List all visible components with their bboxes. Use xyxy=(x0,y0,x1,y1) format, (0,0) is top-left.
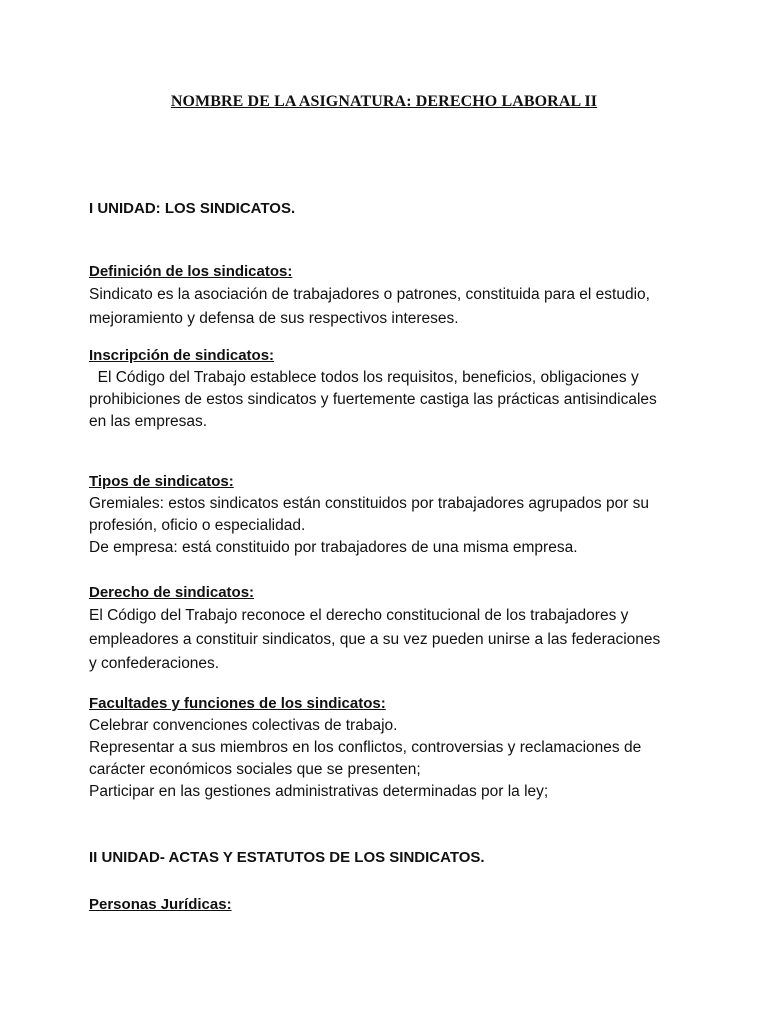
section-facultades xyxy=(89,693,689,803)
paragraph-line: mejoramiento y defensa de sus respectivos intereses. xyxy=(89,310,459,327)
section-heading: Tipos de sindicatos: xyxy=(89,473,234,490)
section-personas-juridicas xyxy=(89,894,689,916)
section-heading: Derecho de sindicatos: xyxy=(89,584,255,601)
paragraph-line: en las empresas. xyxy=(89,413,208,430)
paragraph-line: Celebrar convenciones colectivas de trabajo. xyxy=(89,717,398,734)
section-heading: Personas Jurídicas: xyxy=(89,896,232,913)
paragraph-line: Gremiales: estos sindicatos están constituidos por trabajadores agrupados por su xyxy=(89,495,650,512)
section-inscripcion xyxy=(89,345,689,433)
section-heading: Inscripción de sindicatos: xyxy=(89,347,275,364)
paragraph-line: Participar en las gestiones administrativas determinadas por la ley; xyxy=(89,783,549,800)
paragraph-line: y confederaciones. xyxy=(89,655,220,672)
paragraph-line: Sindicato es la asociación de trabajadores o patrones, constituida para el estudio, xyxy=(89,286,650,303)
paragraph-line: profesión, oficio o especialidad. xyxy=(89,517,306,534)
section-tipos xyxy=(89,471,689,559)
section-heading: Definición de los sindicatos: xyxy=(89,263,293,280)
paragraph-line: De empresa: está constituido por trabajadores de una misma empresa. xyxy=(89,539,578,556)
paragraph-line: prohibiciones de estos sindicatos y fuertemente castiga las prácticas antisindicales xyxy=(89,391,657,408)
paragraph-line: El Código del Trabajo reconoce el derecho constitucional de los trabajadores y xyxy=(89,607,629,624)
paragraph-line: Representar a sus miembros en los conflictos, controversias y reclamaciones de xyxy=(89,739,642,756)
section-definicion xyxy=(89,261,689,331)
unit-2-heading: II UNIDAD- ACTAS Y ESTATUTOS DE LOS SINDICATOS. xyxy=(89,849,485,866)
paragraph-line: empleadores a constituir sindicatos, que a su vez pueden unirse a las federaciones xyxy=(89,631,661,648)
section-derecho xyxy=(89,582,689,676)
paragraph-line: El Código del Trabajo establece todos los requisitos, beneficios, obligaciones y xyxy=(89,369,639,386)
paragraph-line: carácter económicos sociales que se presenten; xyxy=(89,761,421,778)
unit-1-heading: I UNIDAD: LOS SINDICATOS. xyxy=(89,200,296,217)
section-heading: Facultades y funciones de los sindicatos: xyxy=(89,695,386,712)
document-title: NOMBRE DE LA ASIGNATURA: DERECHO LABORAL II xyxy=(170,93,598,110)
